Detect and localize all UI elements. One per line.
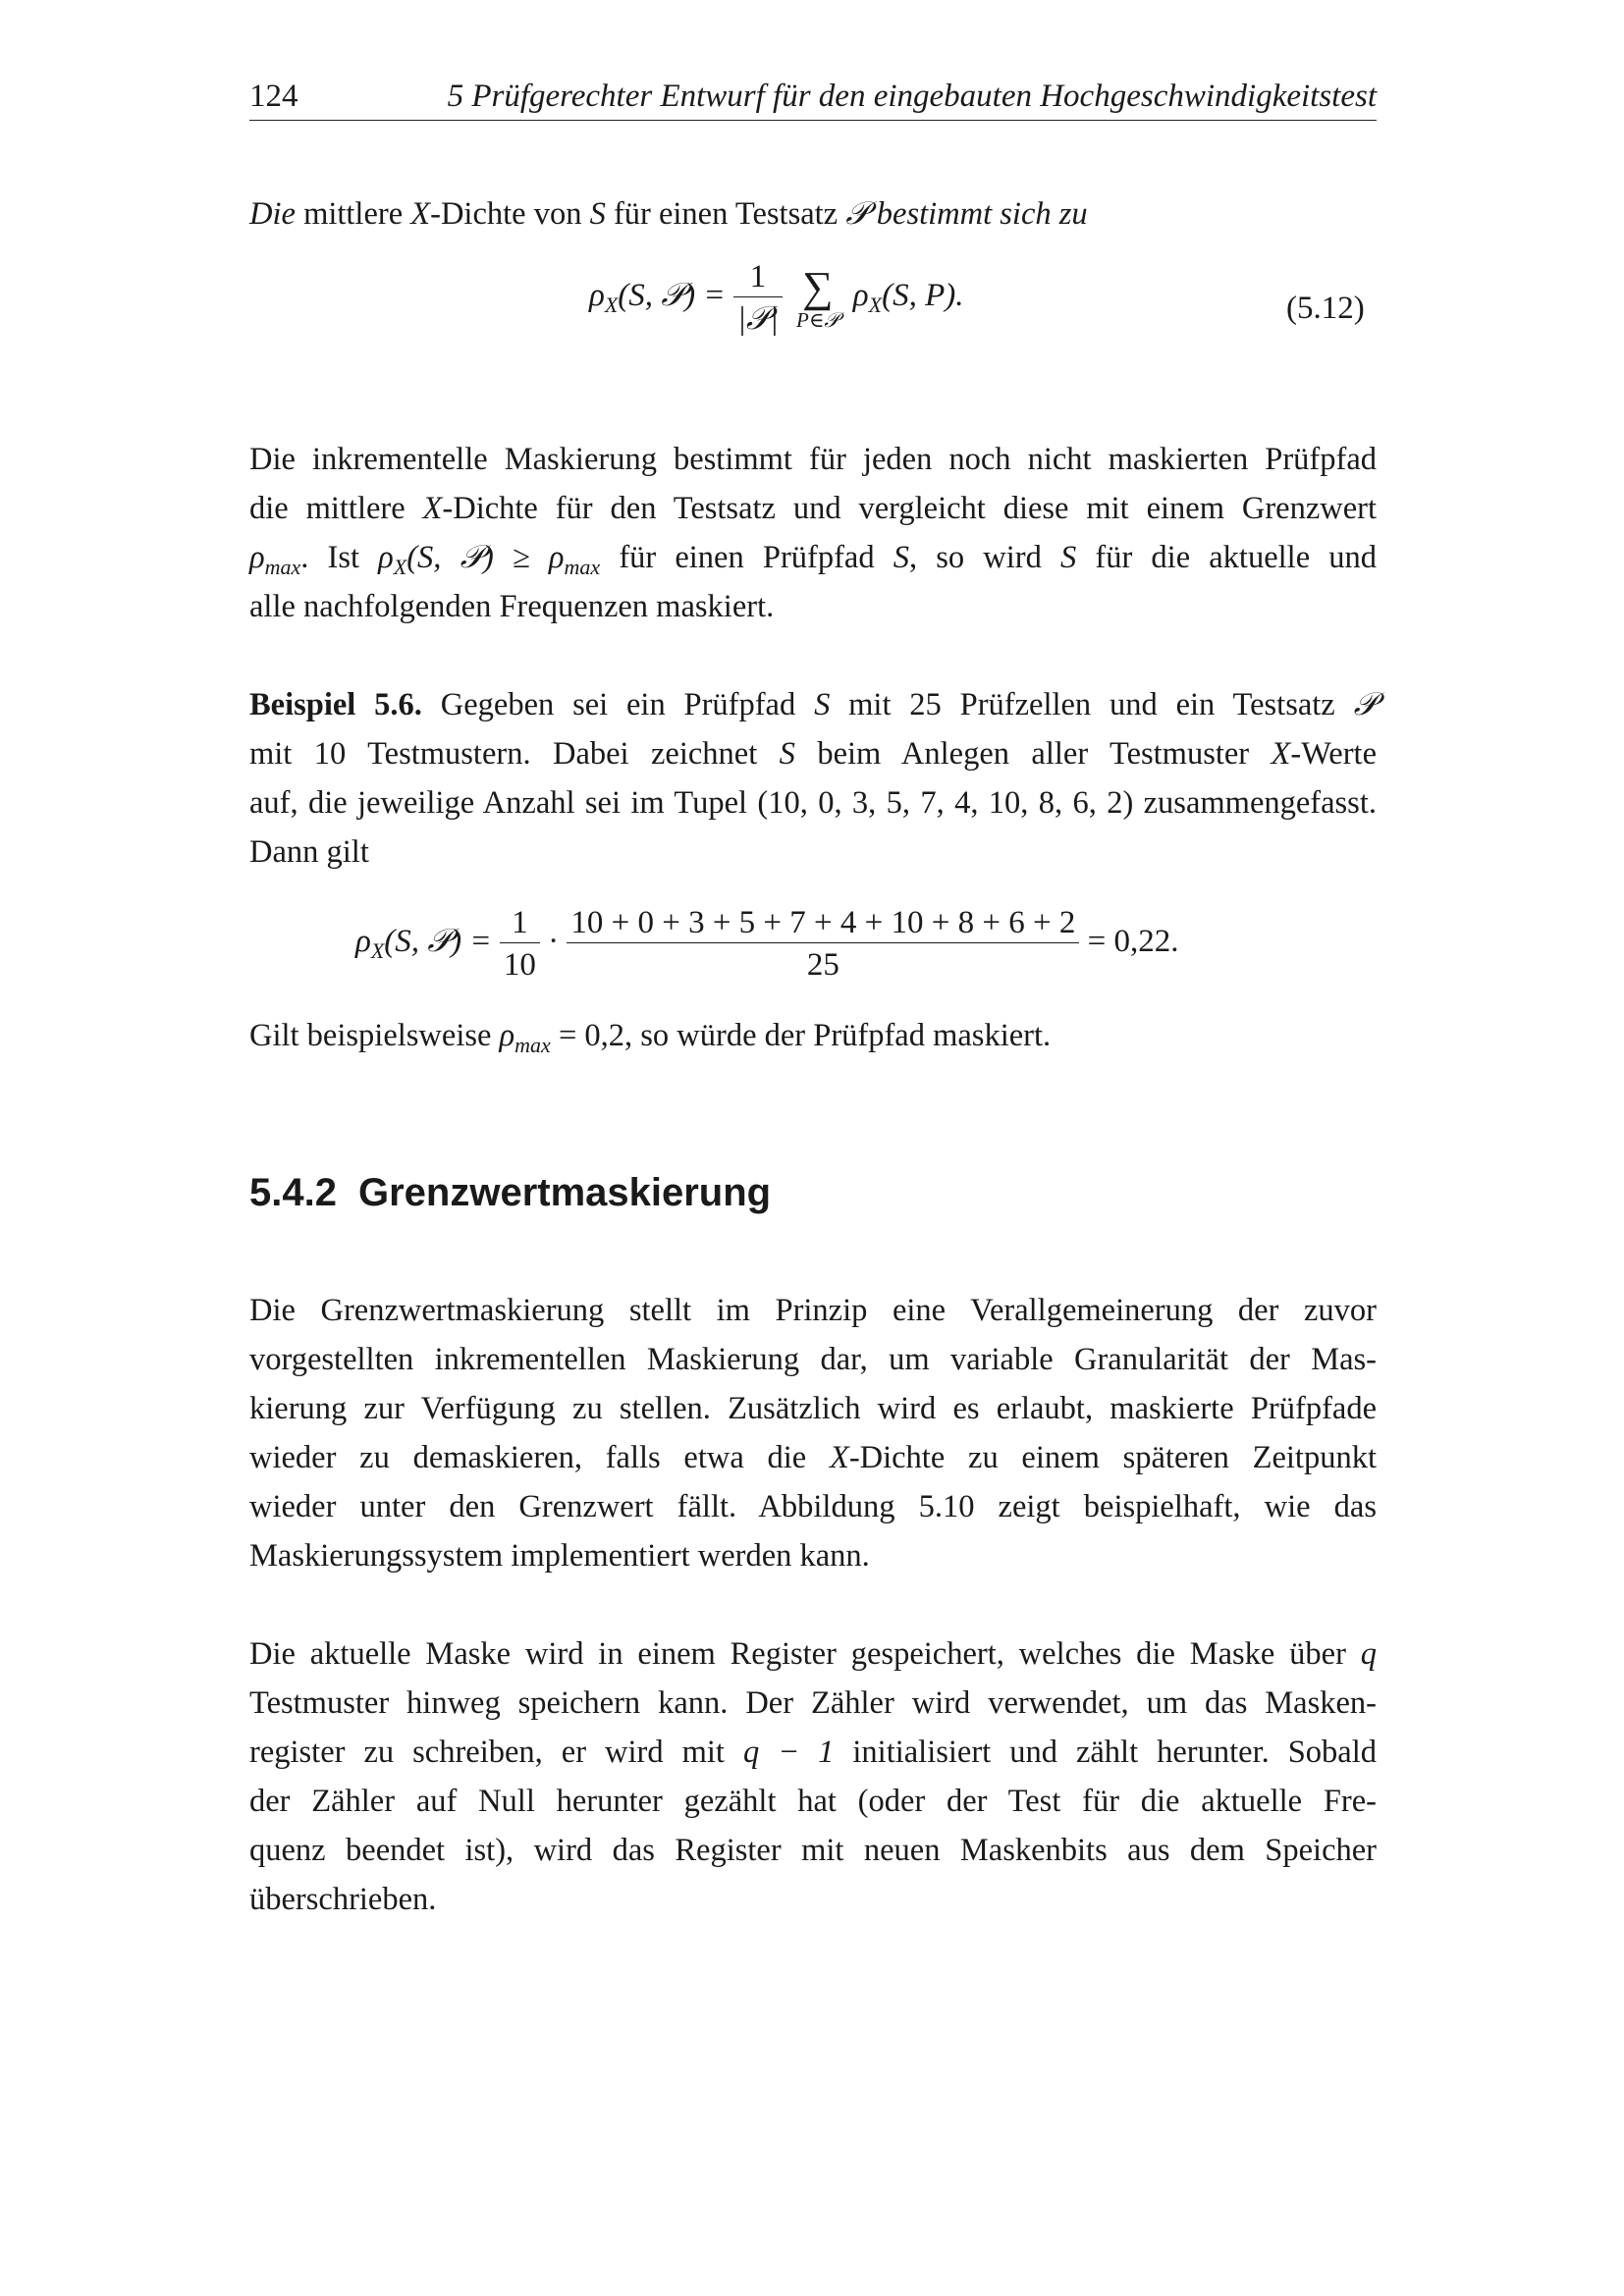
para3-line6: überschrieben. (249, 1882, 437, 1917)
math-var: S (779, 736, 795, 772)
page-number: 124 (249, 79, 298, 114)
math-var: q (1360, 1636, 1377, 1672)
text: mit 25 Prüfzellen und ein Testsatz (830, 687, 1354, 722)
intro-word: Die (249, 196, 296, 232)
math-var: ρ (499, 1018, 515, 1053)
fraction-numerator: 10 + 0 + 3 + 5 + 7 + 4 + 10 + 8 + 6 + 2 (570, 905, 1076, 940)
math-symbol: 𝒫 (1353, 687, 1377, 722)
math-subscript: max (264, 555, 301, 579)
para1-line2 (249, 484, 1377, 533)
text: für die aktuelle und (1076, 540, 1378, 575)
math-subscript: X (604, 293, 619, 318)
example-line2 (249, 729, 1377, 778)
math-subscript: max (514, 1033, 551, 1057)
math-expr: (S, 𝒫) ≥ ρ (406, 540, 565, 575)
para1-line4: alle nachfolgenden Frequenzen maskiert. (249, 589, 775, 624)
math-var: ρ (378, 540, 394, 575)
sum-symbol: ∑ (802, 262, 834, 311)
math-expr: (S, 𝒫) = (618, 278, 726, 314)
section-heading (249, 1168, 771, 1217)
text: Die aktuelle Maske wird in einem Register gespeichert, welches die Maske über (249, 1636, 1361, 1672)
fraction-denominator: 10 (500, 942, 540, 985)
example-equation (355, 903, 1178, 985)
para3-line1 (249, 1629, 1377, 1679)
math-subscript: max (564, 555, 601, 579)
para3-line3 (249, 1728, 1377, 1777)
text: register zu schreiben, er wird mit (249, 1735, 743, 1770)
math-symbol: 𝒫 (845, 196, 869, 232)
running-header (249, 71, 1377, 121)
equation-5-12 (589, 257, 963, 339)
text: -Werte (1290, 736, 1377, 772)
text: , so wird (908, 540, 1060, 575)
text: wieder zu demaskieren, falls etwa die (249, 1440, 830, 1475)
fraction-numerator: 1 (512, 905, 528, 940)
example-line3: auf, die jeweilige Anzahl sei im Tupel (10, 0, 3, 5, 7, 4, 10, 8, 6, 2) zusammengefasst. (249, 785, 1377, 821)
fraction (567, 903, 1079, 985)
math-var: S (1060, 540, 1077, 575)
text: -Dichte zu einem späteren Zeitpunkt (848, 1440, 1377, 1475)
sum-index: P∈𝒫 (796, 307, 839, 332)
math-var: X (422, 491, 443, 526)
fraction-numerator: 1 (749, 259, 767, 294)
para3-line5: quenz beendet ist), wird das Register mit neuen Maskenbits aus dem Speicher (249, 1833, 1377, 1868)
para2-line4 (249, 1433, 1377, 1482)
para2-line3: kierung zur Verfügung zu stellen. Zusätzlich wird es erlaubt, maskierte Prüfpfade (249, 1391, 1377, 1426)
intro-text: -Dichte von (430, 196, 582, 232)
math-var: S (589, 196, 606, 232)
math-expr: (S, P). (882, 278, 964, 314)
text: für einen Prüfpfad (600, 540, 893, 575)
section-title: Grenzwertmaskierung (357, 1171, 772, 1214)
para3-line2: Testmuster hinweg speichern kann. Der Zähler wird verwendet, um das Masken- (249, 1685, 1377, 1721)
math-operator: · (548, 924, 560, 960)
example-line4: Dann gilt (249, 834, 369, 870)
section-number: 5.4.2 (249, 1171, 337, 1214)
fraction (733, 257, 783, 339)
intro-text: für einen Testsatz (613, 196, 839, 232)
math-var: ρ (589, 278, 605, 314)
text: Gilt beispielsweise (249, 1018, 500, 1053)
para2-line6: Maskierungssystem implementiert werden kann. (249, 1538, 870, 1574)
math-var: S (814, 687, 831, 722)
fraction (500, 903, 540, 985)
text: . Ist (300, 540, 379, 575)
intro-text: bestimmt sich zu (876, 196, 1088, 232)
math-expr: (S, 𝒫) = (384, 924, 492, 960)
para3-line4: der Zähler auf Null herunter gezählt hat (oder der Test für die aktuelle Fre- (249, 1784, 1377, 1819)
intro-text: mittlere (303, 196, 404, 232)
math-subscript: X (370, 938, 385, 964)
math-var: ρ (355, 924, 371, 960)
summation (796, 262, 839, 332)
example-label: Beispiel 5.6. (249, 687, 422, 722)
fraction-denominator: |𝒫| (733, 296, 783, 339)
math-var: ρ (852, 278, 869, 314)
math-subscript: X (868, 293, 883, 318)
math-subscript: X (393, 555, 407, 579)
math-expr: q − 1 (742, 1735, 835, 1770)
para2-line1: Die Grenzwertmaskierung stellt im Prinzip eine Verallgemeinerung der zuvor (249, 1293, 1377, 1328)
text: die mittlere (249, 491, 423, 526)
example-line1 (249, 680, 1377, 729)
math-var: X (410, 196, 431, 232)
para1-line1: Die inkrementelle Maskierung bestimmt für jeden noch nicht maskierten Prüfpfad (249, 442, 1377, 477)
text: mit 10 Testmustern. Dabei zeichnet (249, 736, 780, 772)
text: initialisiert und zählt herunter. Sobald (834, 1735, 1377, 1770)
math-var: X (829, 1440, 849, 1475)
running-title: 5 Prüfgerechter Entwurf für den eingebauten Hochgeschwindigkeitstest (447, 79, 1377, 114)
example-conclusion (249, 1011, 1377, 1070)
text: -Dichte für den Testsatz und vergleicht diese mit einem Grenzwert (442, 491, 1377, 526)
equation-number: (5.12) (1286, 291, 1365, 326)
math-var: X (1271, 736, 1291, 772)
text: beim Anlegen aller Testmuster (794, 736, 1272, 772)
intro-line (249, 189, 1377, 239)
math-var: S (893, 540, 909, 575)
math-var: ρ (249, 540, 265, 575)
para2-line2: vorgestellten inkrementellen Maskierung dar, um variable Granularität der Mas- (249, 1342, 1377, 1377)
fraction-denominator: 25 (567, 942, 1079, 985)
math-result: = 0,22. (1087, 924, 1179, 960)
text: = 0,2, so würde der Prüfpfad maskiert. (550, 1018, 1052, 1053)
para2-line5: wieder unter den Grenzwert fällt. Abbildung 5.10 zeigt beispielhaft, wie das (249, 1489, 1377, 1524)
text: Gegeben sei ein Prüfpfad (421, 687, 815, 722)
